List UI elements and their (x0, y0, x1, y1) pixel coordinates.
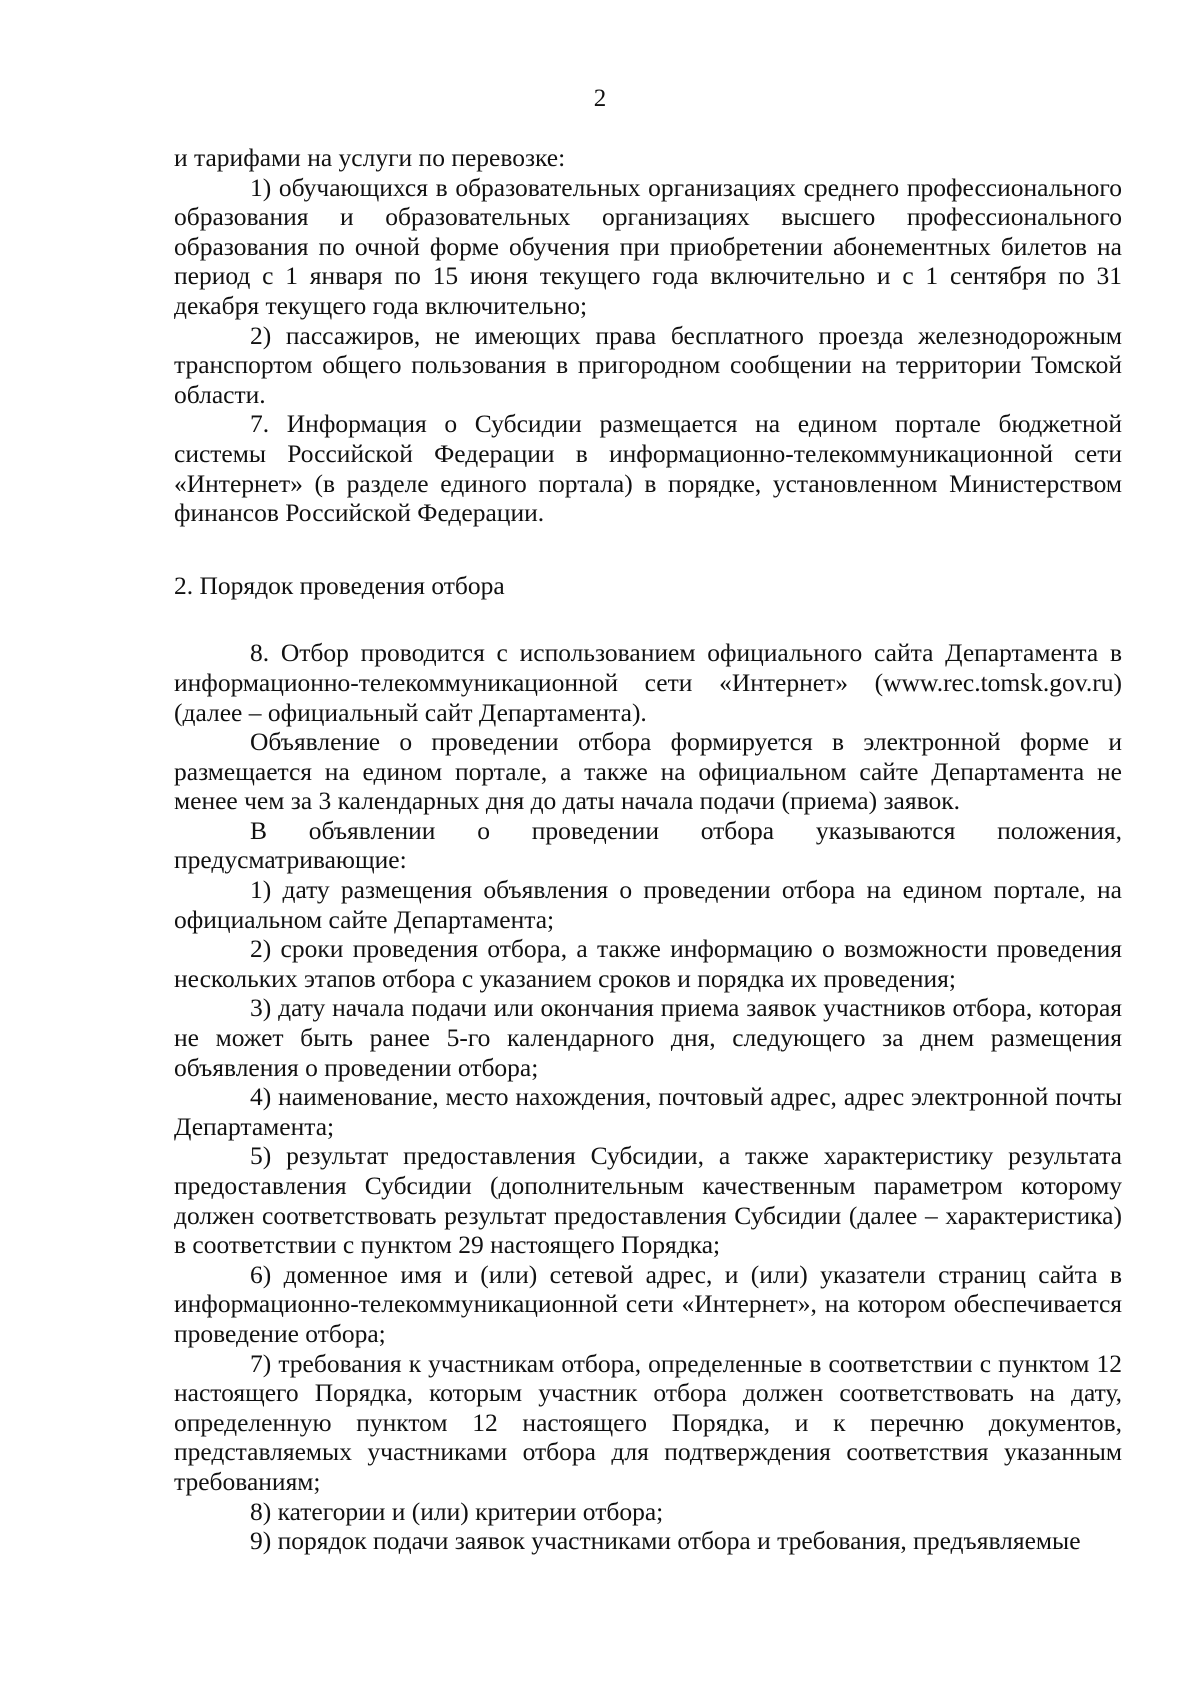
paragraph: 7) требования к участникам отбора, определенные в соответствии с пунктом 12 настоящего Порядка, которым участник отбора должен соответствовать на дату, определенную пунктом 12 настоящего Порядка, и к перечню документов, представляемых участниками отбора для подтверждения соответствия указанным требованиям; (174, 1348, 1122, 1496)
paragraph: 8) категории и (или) критерии отбора; (250, 1496, 664, 1526)
paragraph: 2) сроки проведения отбора, а также информацию о возможности проведения нескольких этапов отбора с указанием сроков и порядка их проведения; (174, 934, 1122, 993)
paragraph: 4) наименование, место нахождения, почтовый адрес, адрес электронной почты Департамента; (174, 1082, 1122, 1141)
paragraph: и тарифами на услуги по перевозке: (174, 143, 566, 172)
paragraph: 5) результат предоставления Субсидии, а также характеристику результата предоставления Субсидии (дополнительным качественным параметром которому должен соответствовать результат предоставления Субсидии (далее – характеристика) в соответствии с пунктом 29 настоящего Порядка; (174, 1141, 1122, 1260)
page-number: 2 (593, 85, 607, 112)
paragraph: 8. Отбор проводится с использованием официального сайта Департамента в информационно-телекоммуникационной сети «Интернет» (www.rec.tomsk.gov.ru) (далее – официальный сайт Департамента). (174, 638, 1122, 727)
document-body (174, 143, 1122, 1556)
section-heading: 2. Порядок проведения отбора (174, 570, 505, 600)
paragraph: Объявление о проведении отбора формируется в электронной форме и размещается на едином портале, а также на официальном сайте Департамента не менее чем за 3 календарных дня до даты начала подачи (приема) заявок. (174, 727, 1122, 816)
paragraph: В объявлении о проведении отбора указываются положения, предусматривающие: (174, 815, 1122, 875)
paragraph: 2) пассажиров, не имеющих права бесплатного проезда железнодорожным транспортом общего пользования в пригородном сообщении на территории Томской области. (174, 320, 1122, 409)
paragraph: 9) порядок подачи заявок участниками отбора и требования, предъявляемые (250, 1526, 1081, 1556)
paragraph: 1) дату размещения объявления о проведении отбора на едином портале, на официальном сайте Департамента; (174, 875, 1122, 934)
paragraph: 1) обучающихся в образовательных организациях среднего профессионального образования и образовательных организациях высшего профессионального образования по очной форме обучения при приобретении абонементных билетов на период с 1 января по 15 июня текущего года включительно и с 1 сентября по 31 декабря текущего года включительно; (174, 172, 1122, 320)
paragraph: 6) доменное имя и (или) сетевой адрес, и (или) указатели страниц сайта в информационно-телекоммуникационной сети «Интернет», на котором обеспечивается проведение отбора; (174, 1259, 1122, 1348)
paragraphs-before-heading (174, 143, 1122, 528)
paragraph: 7. Информация о Субсидии размещается на едином портале бюджетной системы Российской Федерации в информационно-телекоммуникационной сети «Интернет» (в разделе единого портала) в порядке, установленном Министерством финансов Российской Федерации. (174, 409, 1122, 528)
paragraph: 3) дату начала подачи или окончания приема заявок участников отбора, которая не может быть ранее 5-го календарного дня, следующего за днем размещения объявления о проведении отбора; (174, 993, 1122, 1082)
paragraphs-after-heading (174, 638, 1122, 1555)
